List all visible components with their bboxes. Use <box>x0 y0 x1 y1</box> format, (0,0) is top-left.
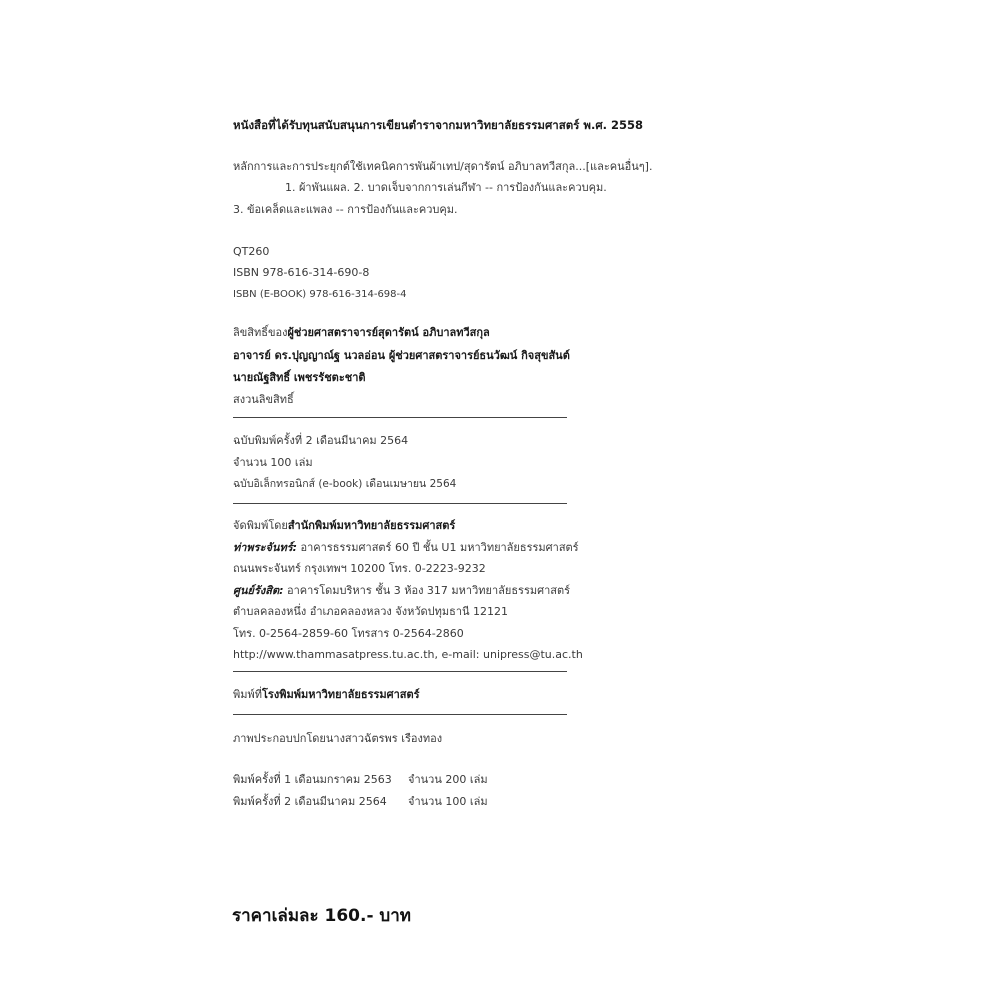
copyright-holder-1: ผู้ช่วยศาสตราจารย์สุดารัตน์ อภิบาลทวีสกุล <box>287 326 490 339</box>
print-history-edition: พิมพ์ครั้งที่ 1 เดือนมกราคม 2563 <box>233 773 392 786</box>
print-quantity: จำนวน 100 เล่ม <box>233 456 313 469</box>
rangsit-line <box>233 584 570 598</box>
rights-reserved: สงวนลิขสิทธิ์ <box>233 393 294 406</box>
printer-prefix: พิมพ์ที่ <box>233 688 263 701</box>
tha-prachan-label: ท่าพระจันทร์: <box>233 541 298 554</box>
publisher-line <box>233 519 455 533</box>
cover-illustration-credit: ภาพประกอบปกโดยนางสาวฉัตรพร เรืองทอง <box>233 732 443 745</box>
divider <box>233 714 567 715</box>
copyright-holder-3: นายณัฐสิทธิ์ เพชรรัชตะชาติ <box>233 371 366 384</box>
print-history-quantity: จำนวน 200 เล่ม <box>408 773 488 786</box>
tha-prachan-address: อาคารธรรมศาสตร์ 60 ปี ชั้น U1 มหาวิทยาลัยธรรมศาสตร์ <box>297 541 579 554</box>
catalog-line-3: 3. ข้อเคล็ดและแพลง -- การป้องกันและควบคุม. <box>233 203 458 216</box>
divider <box>233 671 567 672</box>
isbn: ISBN 978-616-314-690-8 <box>233 266 370 279</box>
catalog-line-1: หลักการและการประยุกต์ใช้เทคนิคการพันผ้าเทป/สุดารัตน์ อภิบาลทวีสกุล...[และคนอื่นๆ]. <box>233 160 653 173</box>
print-history-row <box>233 773 488 787</box>
call-number: QT260 <box>233 245 270 258</box>
print-edition: ฉบับพิมพ์ครั้งที่ 2 เดือนมีนาคม 2564 <box>233 434 409 447</box>
publisher-prefix: จัดพิมพ์โดย <box>233 519 288 532</box>
copyright-line-1 <box>233 326 490 340</box>
print-history-edition: พิมพ์ครั้งที่ 2 เดือนมีนาคม 2564 <box>233 795 387 808</box>
isbn-ebook: ISBN (E-BOOK) 978-616-314-698-4 <box>233 289 407 300</box>
copyright-prefix: ลิขสิทธิ์ของ <box>233 326 288 339</box>
copyright-holder-2: อาจารย์ ดร.ปุญญาณ์ฐ นวลอ่อน ผู้ช่วยศาสตราจารย์ธนวัฒน์ กิจสุขสันต์ <box>233 349 570 362</box>
print-history-row <box>233 795 488 809</box>
phone-fax: โทร. 0-2564-2859-60 โทรสาร 0-2564-2860 <box>233 627 464 640</box>
publisher-name: สำนักพิมพ์มหาวิทยาลัยธรรมศาสตร์ <box>287 519 456 532</box>
rangsit-address-2: ตำบลคลองหนึ่ง อำเภอคลองหลวง จังหวัดปทุมธานี 12121 <box>233 605 509 618</box>
divider <box>233 417 567 418</box>
funding-title: หนังสือที่ได้รับทุนสนับสนุนการเขียนตำราจากมหาวิทยาลัยธรรมศาสตร์ พ.ศ. 2558 <box>233 118 644 132</box>
printer-line <box>233 688 420 702</box>
web-email: http://www.thammasatpress.tu.ac.th, e-mail: unipress@tu.ac.th <box>233 648 583 661</box>
tha-prachan-line <box>233 541 579 555</box>
tha-prachan-address-2: ถนนพระจันทร์ กรุงเทพฯ 10200 โทร. 0-2223-9232 <box>233 562 486 575</box>
rangsit-label: ศูนย์รังสิต: <box>233 584 284 597</box>
catalog-line-2: 1. ผ้าพันแผล. 2. บาดเจ็บจากการเล่นกีฬา -- การป้องกันและควบคุม. <box>285 181 607 194</box>
price: ราคาเล่มละ 160.- บาท <box>232 906 411 926</box>
print-history-quantity: จำนวน 100 เล่ม <box>408 795 488 808</box>
printer-name: โรงพิมพ์มหาวิทยาลัยธรรมศาสตร์ <box>262 688 420 701</box>
divider <box>233 503 567 504</box>
rangsit-address: อาคารโดมบริหาร ชั้น 3 ห้อง 317 มหาวิทยาลัยธรรมศาสตร์ <box>283 584 571 597</box>
ebook-edition: ฉบับอิเล็กทรอนิกส์ (e-book) เดือนเมษายน 2564 <box>233 478 457 490</box>
